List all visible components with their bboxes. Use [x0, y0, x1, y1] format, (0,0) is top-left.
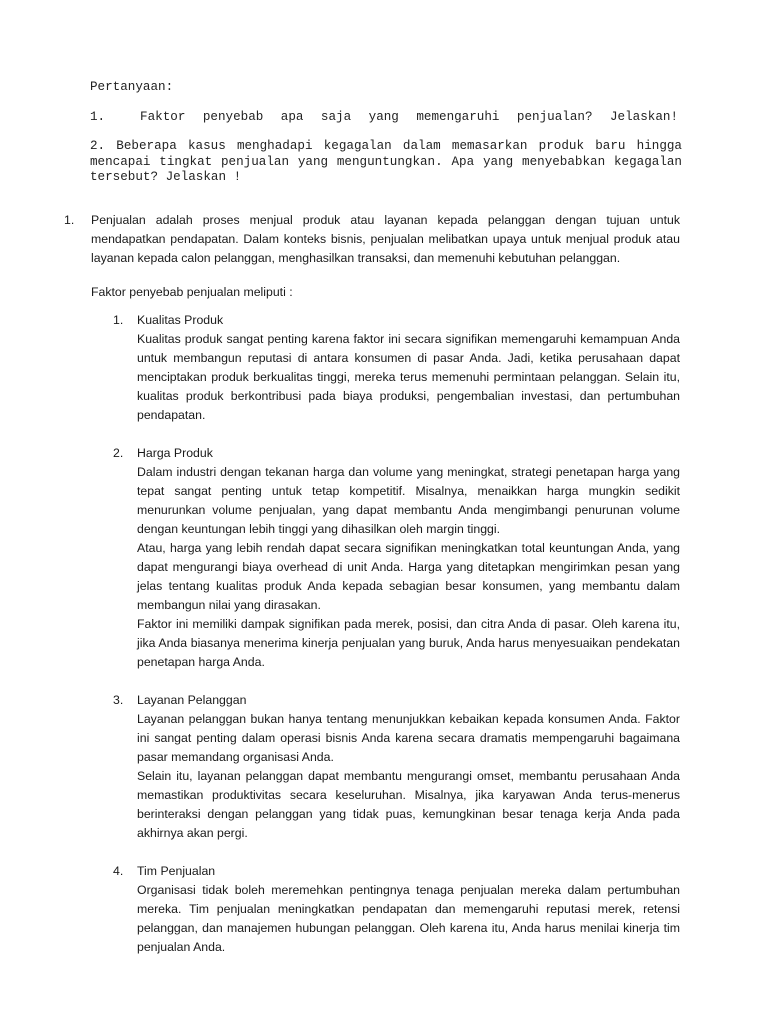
question-2: 2. Beberapa kasus menghadapi kegagalan dalam memasarkan produk baru hingga mencapai tingkat penjualan yang menguntungkan. Apa yang menyebabkan kegagalan tersebut? Jelaskan !: [90, 139, 682, 184]
factor-number: 4.: [113, 864, 124, 878]
factor-title: Tim Penjualan: [137, 864, 216, 878]
factor-number: 1.: [113, 313, 124, 327]
factor-paragraph: Layanan pelanggan bukan hanya tentang menunjukkan kebaikan kepada konsumen Anda. Faktor ini sangat penting dalam operasi bisnis Anda karena secara dramatis mempengaruhi bagaimana pasar memandang organisasi Anda.: [137, 712, 680, 764]
factor-item-price: [91, 444, 680, 672]
factor-item-quality: [91, 311, 680, 425]
factor-paragraph: Atau, harga yang lebih rendah dapat secara signifikan meningkatkan total keuntungan Anda, yang dapat mengurangi biaya overhead di unit Anda. Harga yang ditetapkan mengirimkan pesan yang jelas tentang kualitas produk Anda kepada sebagian besar konsumen, yang membantu dalam membangun nilai yang dirasakan.: [137, 541, 680, 612]
answer-number: 1.: [64, 213, 75, 227]
factor-list: [91, 311, 680, 957]
factor-item-customer-service: [91, 691, 680, 843]
factor-paragraph: Selain itu, layanan pelanggan dapat membantu mengurangi omset, membantu perusahaan Anda memastikan produktivitas secara keseluruhan. Misalnya, jika karyawan Anda terus-menerus berinteraksi dengan pelanggan yang tidak puas, kemungkinan besar tenaga kerja Anda pada akhirnya akan pergi.: [137, 769, 680, 840]
factor-paragraph: Faktor ini memiliki dampak signifikan pada merek, posisi, dan citra Anda di pasar. Oleh karena itu, jika Anda biasanya menerima kinerja penjualan yang buruk, Anda harus menyesuaikan pendekatan penetapan harga Anda.: [137, 617, 680, 669]
factor-item-sales-team: [91, 862, 680, 957]
factor-paragraph: Kualitas produk sangat penting karena faktor ini secara signifikan memengaruhi kemampuan Anda untuk membangun reputasi di antara konsumen di pasar Anda. Jadi, ketika perusahaan dapat menciptakan produk berkualitas tinggi, mereka terus memenuhi permintaan pelanggan. Selain itu, kualitas produk berkontribusi pada biaya produksi, pengembalian investasi, dan pertumbuhan pendapatan.: [137, 332, 680, 422]
answer-intro: Penjualan adalah proses menjual produk atau layanan kepada pelanggan dengan tujuan untuk mendapatkan pendapatan. Dalam konteks bisnis, penjualan melibatkan upaya untuk menjual produk atau layanan kepada calon pelanggan, menghasilkan transaksi, dan memenuhi kebutuhan pelanggan.: [91, 213, 680, 265]
factor-title: Kualitas Produk: [137, 313, 224, 327]
factor-number: 3.: [113, 693, 124, 707]
factor-paragraph: Organisasi tidak boleh meremehkan pentingnya tenaga penjualan mereka dalam pertumbuhan mereka. Tim penjualan meningkatkan pendapatan dan memengaruhi reputasi merek, retensi pelanggan, dan manajemen hubungan pelanggan. Oleh karena itu, Anda harus menilai kinerja tim penjualan Anda.: [137, 883, 680, 954]
factors-lead: Faktor penyebab penjualan meliputi :: [91, 285, 293, 299]
questions-heading: Pertanyaan:: [90, 80, 174, 94]
factor-paragraph: Dalam industri dengan tekanan harga dan volume yang meningkat, strategi penetapan harga yang tepat sangat penting untuk tetap kompetitif. Misalnya, menaikkan harga mungkin sedikit menurunkan volume penjualan, yang dapat membantu Anda mengimbangi penurunan volume dengan keuntungan lebih tinggi yang dihasilkan oleh margin tinggi.: [137, 465, 680, 536]
answer-body: [91, 211, 680, 976]
question-1: 1. Faktor penyebab apa saja yang memengaruhi penjualan? Jelaskan!: [90, 110, 678, 124]
factor-number: 2.: [113, 446, 124, 460]
factor-title: Harga Produk: [137, 446, 213, 460]
factor-title: Layanan Pelanggan: [137, 693, 247, 707]
